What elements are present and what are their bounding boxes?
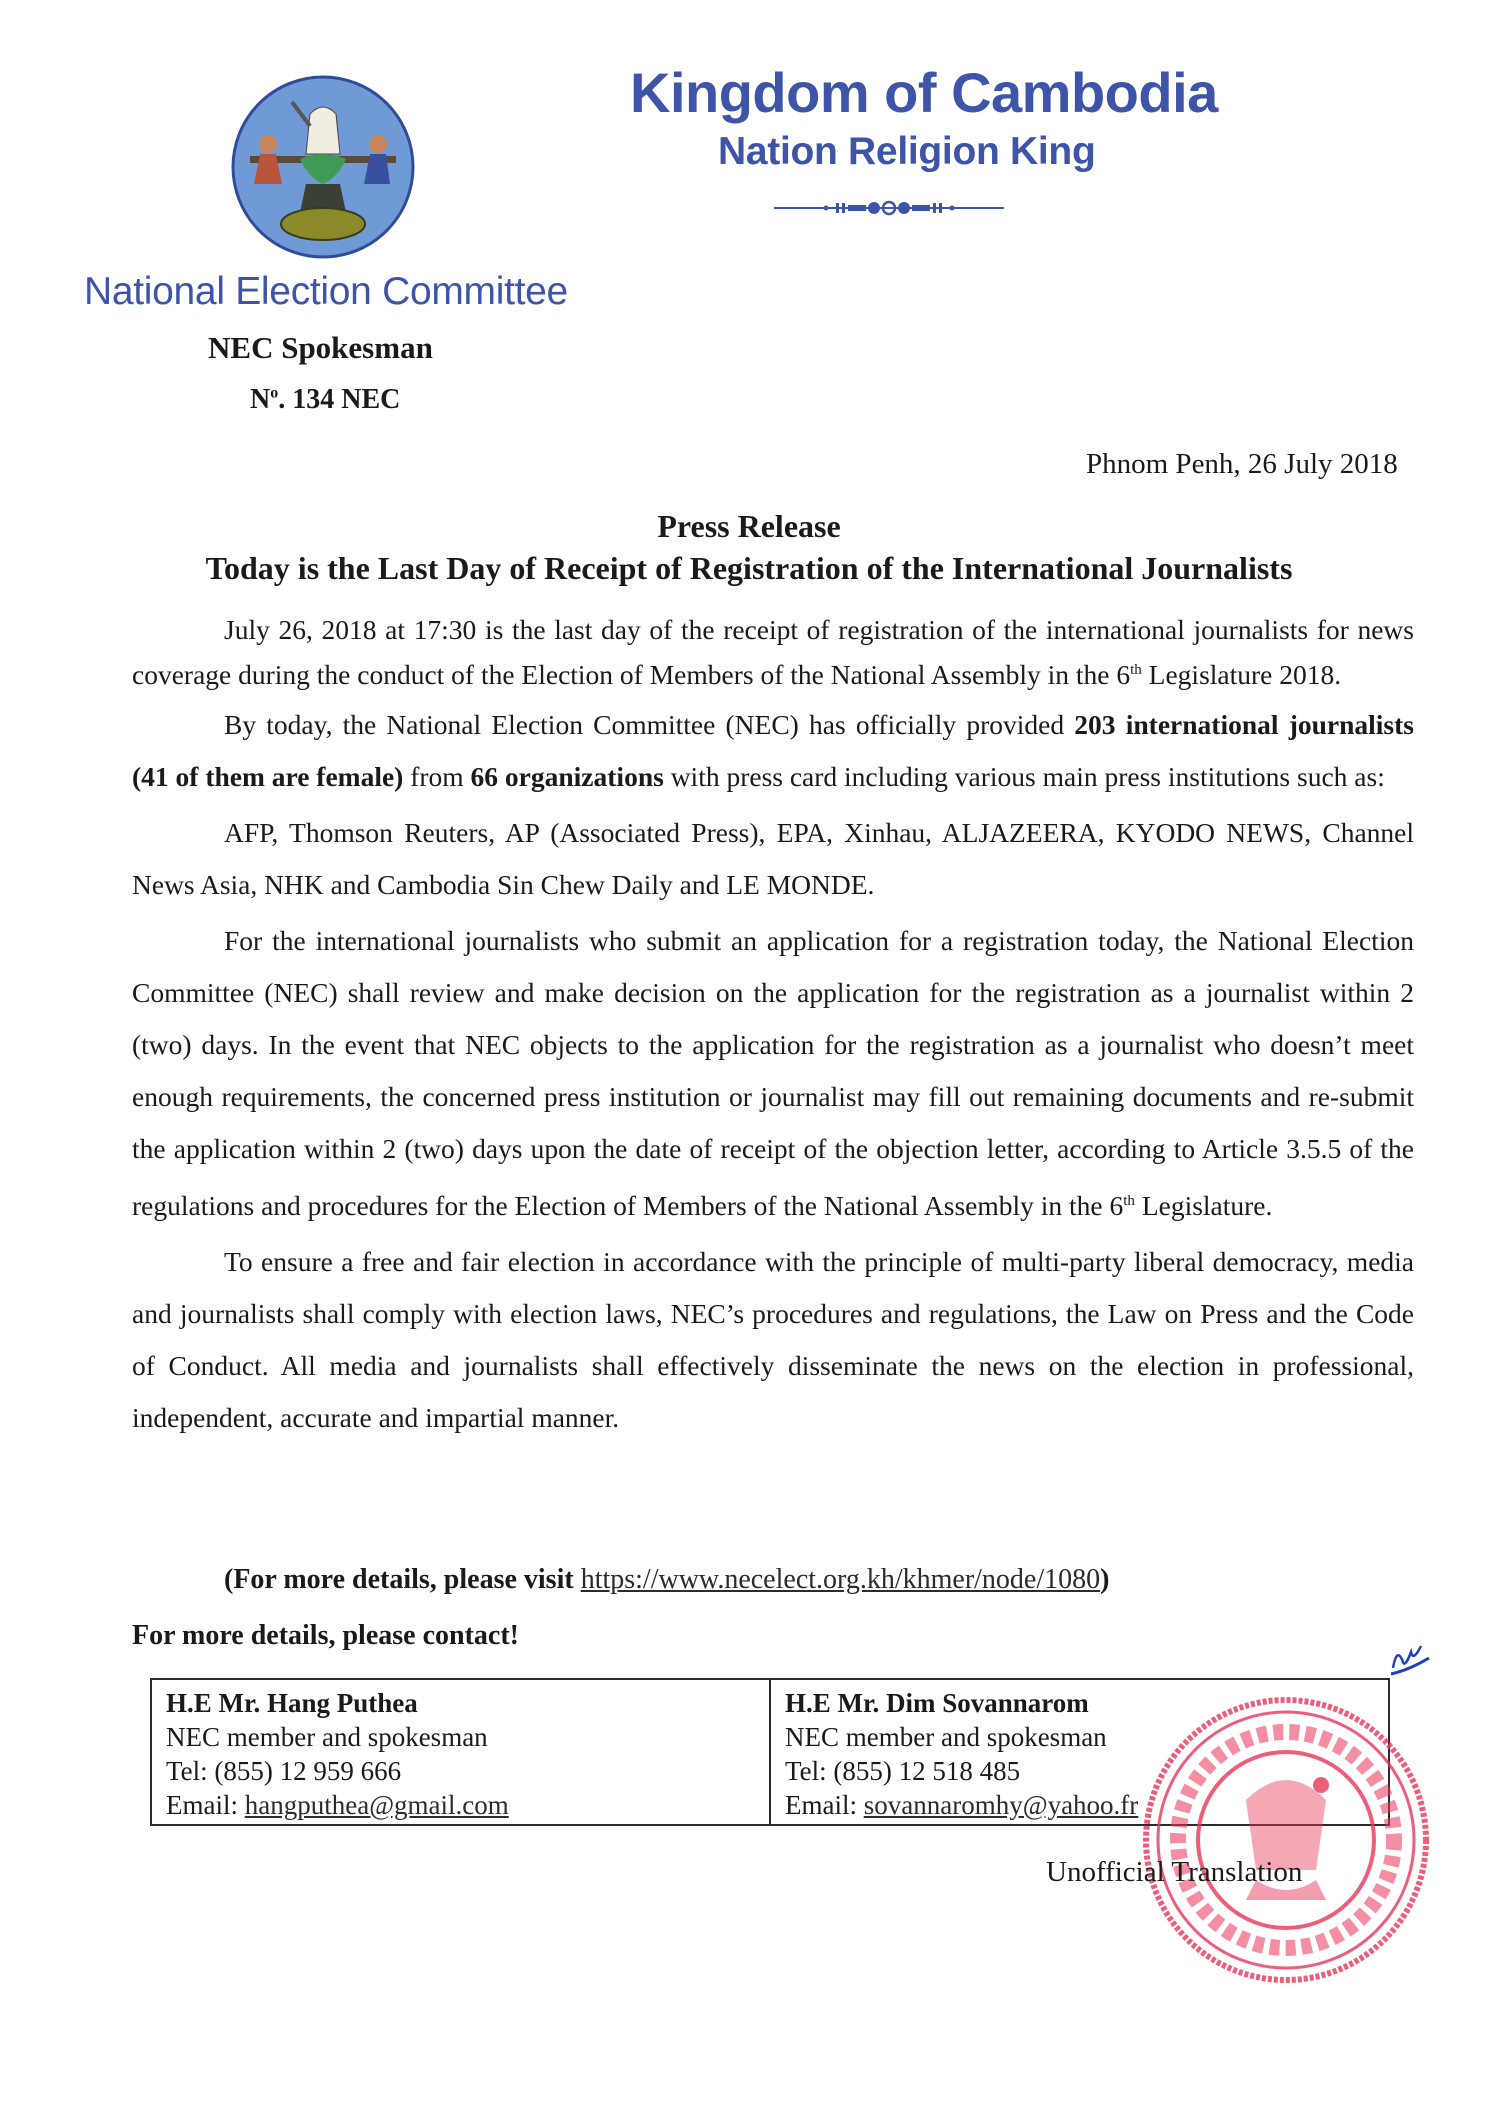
paragraph-statistics: By today, the National Election Committee (NEC) has officially provided 203 international journalists (41 of them are female) from 66 organizations with press card including various main press institutions such as: bbox=[132, 709, 1414, 793]
paragraph-compliance: To ensure a free and fair election in accordance with the principle of multi-party liberal democracy, media and journalists shall comply with election laws, NEC’s procedures and regulations, the Law on Press and the Code of Conduct. All media and journalists shall effectively disseminate the news on the election in professional, independent, accurate and impartial manner. bbox=[132, 1246, 1414, 1434]
official-red-seal-icon bbox=[1136, 1690, 1436, 1990]
organization-name: National Election Committee bbox=[84, 270, 568, 313]
unofficial-translation-note: Unofficial Translation bbox=[1046, 1856, 1303, 1888]
contact-email-row: Email: sovannaromhy@yahoo.fr bbox=[785, 1790, 1139, 1820]
country-title: Kingdom of Cambodia bbox=[630, 61, 1218, 124]
decorative-divider-icon bbox=[774, 200, 1004, 216]
press-release-body bbox=[132, 610, 1414, 1444]
contact-card bbox=[152, 1680, 769, 1824]
department-name: NEC Spokesman bbox=[208, 330, 433, 365]
visit-line: (For more details, please visit https://www.necelect.org.kh/khmer/node/1080) bbox=[224, 1564, 1110, 1595]
contact-name: H.E Mr. Hang Puthea bbox=[166, 1688, 418, 1718]
paragraph-review-process: For the international journalists who submit an application for a registration today, the National Election Committee (NEC) shall review and make decision on the application for the registration as a journalist within 2 (two) days. In the event that NEC objects to the application for the registration as a journalist who doesn’t meet enough requirements, the concerned press institution or journalist may fill out remaining documents and re-submit the application within 2 (two) days upon the date of receipt of the objection letter, according to Article 3.5.5 of the regulations and procedures for the Election of Members of the National Assembly in the 6th Legislature. bbox=[132, 925, 1414, 1222]
contact-email-row: Email: hangputhea@gmail.com bbox=[166, 1790, 509, 1820]
contact-name: H.E Mr. Dim Sovannarom bbox=[785, 1688, 1089, 1718]
nec-website-link[interactable]: https://www.necelect.org.kh/khmer/node/1080 bbox=[580, 1564, 1101, 1595]
contact-role: NEC member and spokesman bbox=[166, 1722, 488, 1752]
contact-phone: Tel: (855) 12 518 485 bbox=[785, 1756, 1021, 1786]
nec-emblem-icon bbox=[230, 74, 416, 260]
headline: Today is the Last Day of Receipt of Registration of the International Journalists bbox=[205, 550, 1293, 586]
contact-role: NEC member and spokesman bbox=[785, 1722, 1107, 1752]
paragraph-institutions: AFP, Thomson Reuters, AP (Associated Press), EPA, Xinhau, ALJAZEERA, KYODO NEWS, Channel News Asia, NHK and Cambodia Sin Chew Daily and LE MONDE. bbox=[132, 817, 1414, 901]
contact-phone: Tel: (855) 12 959 666 bbox=[166, 1756, 402, 1786]
paragraph-deadline: July 26, 2018 at 17:30 is the last day of the receipt of registration of the international journalists for news coverage during the conduct of the Election of Members of the National Assembly in the 6th Legislature 2018. bbox=[132, 614, 1414, 691]
contact-heading: For more details, please contact! bbox=[132, 1620, 519, 1651]
national-motto: Nation Religion King bbox=[718, 130, 1096, 173]
document-type: Press Release bbox=[657, 508, 841, 544]
document-number: $N^o$. 134 NEC bbox=[250, 384, 401, 415]
email-link[interactable]: hangputhea@gmail.com bbox=[244, 1790, 509, 1820]
email-link[interactable]: sovannaromhy@yahoo.fr bbox=[863, 1790, 1139, 1820]
place-and-date: Phnom Penh, 26 July 2018 bbox=[1086, 448, 1398, 480]
handwritten-initials-icon bbox=[1385, 1640, 1435, 1680]
